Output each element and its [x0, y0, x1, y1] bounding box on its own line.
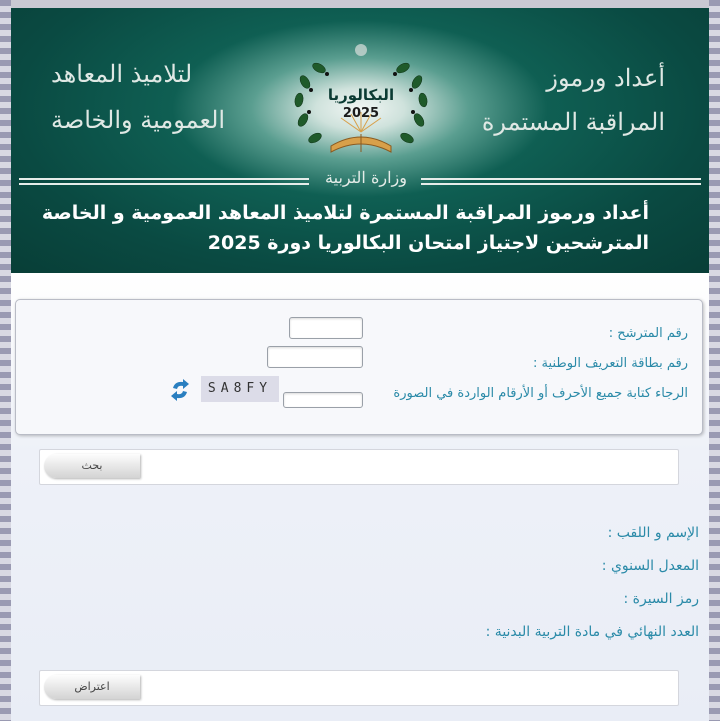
search-form: [15, 299, 703, 435]
header-rule-right: [421, 178, 701, 185]
captcha-image: SA8FY: [201, 376, 279, 402]
objection-button-label: اعتراض: [74, 680, 110, 693]
header-right-line1: أعداد ورموز: [546, 64, 665, 92]
page-title: [29, 198, 649, 258]
header-left-line1: لتلاميذ المعاهد: [51, 60, 193, 88]
id-card-label: رقم بطاقة التعريف الوطنية :: [533, 356, 688, 371]
conduct-code-label: رمز السيرة :: [623, 591, 699, 607]
id-card-input[interactable]: [267, 346, 363, 368]
page-title-line2: المترشحين لاجتياز امتحان البكالوريا دورة 2025: [207, 232, 649, 254]
header-rule-left: [19, 178, 309, 185]
emblem-title: البكالوريا: [327, 86, 395, 104]
refresh-captcha-icon[interactable]: [169, 378, 191, 402]
objection-button[interactable]: [44, 675, 140, 699]
annual-average-label: المعدل السنوي :: [601, 558, 699, 574]
baccalaureate-emblem: [281, 42, 441, 162]
captcha-instruction-label: الرجاء كتابة جميع الأحرف أو الأرقام الواردة في الصورة: [393, 386, 688, 401]
right-border-stripe: [709, 0, 720, 721]
candidate-number-label: رقم المترشح :: [608, 326, 688, 341]
objection-bar: [39, 670, 679, 706]
header-right-line2: المراقبة المستمرة: [481, 108, 665, 136]
pe-grade-label: العدد النهائي في مادة التربية البدنية :: [485, 624, 699, 640]
emblem-year: 2025: [342, 106, 380, 121]
page-header-banner: [11, 8, 709, 273]
captcha-input[interactable]: [283, 392, 363, 408]
search-button[interactable]: بحث: [44, 454, 140, 478]
left-border-stripe: [0, 0, 11, 721]
header-left-line2: العمومية والخاصة: [51, 106, 226, 134]
candidate-number-input[interactable]: [289, 317, 363, 339]
page-title-line1: أعداد ورموز المراقبة المستمرة لتلاميذ المعاهد العمومية و الخاصة: [41, 202, 649, 224]
main-content: [11, 273, 709, 721]
search-bar: [39, 449, 679, 485]
name-label: الإسم و اللقب :: [607, 525, 699, 541]
ministry-label: وزارة التربية: [325, 168, 407, 187]
